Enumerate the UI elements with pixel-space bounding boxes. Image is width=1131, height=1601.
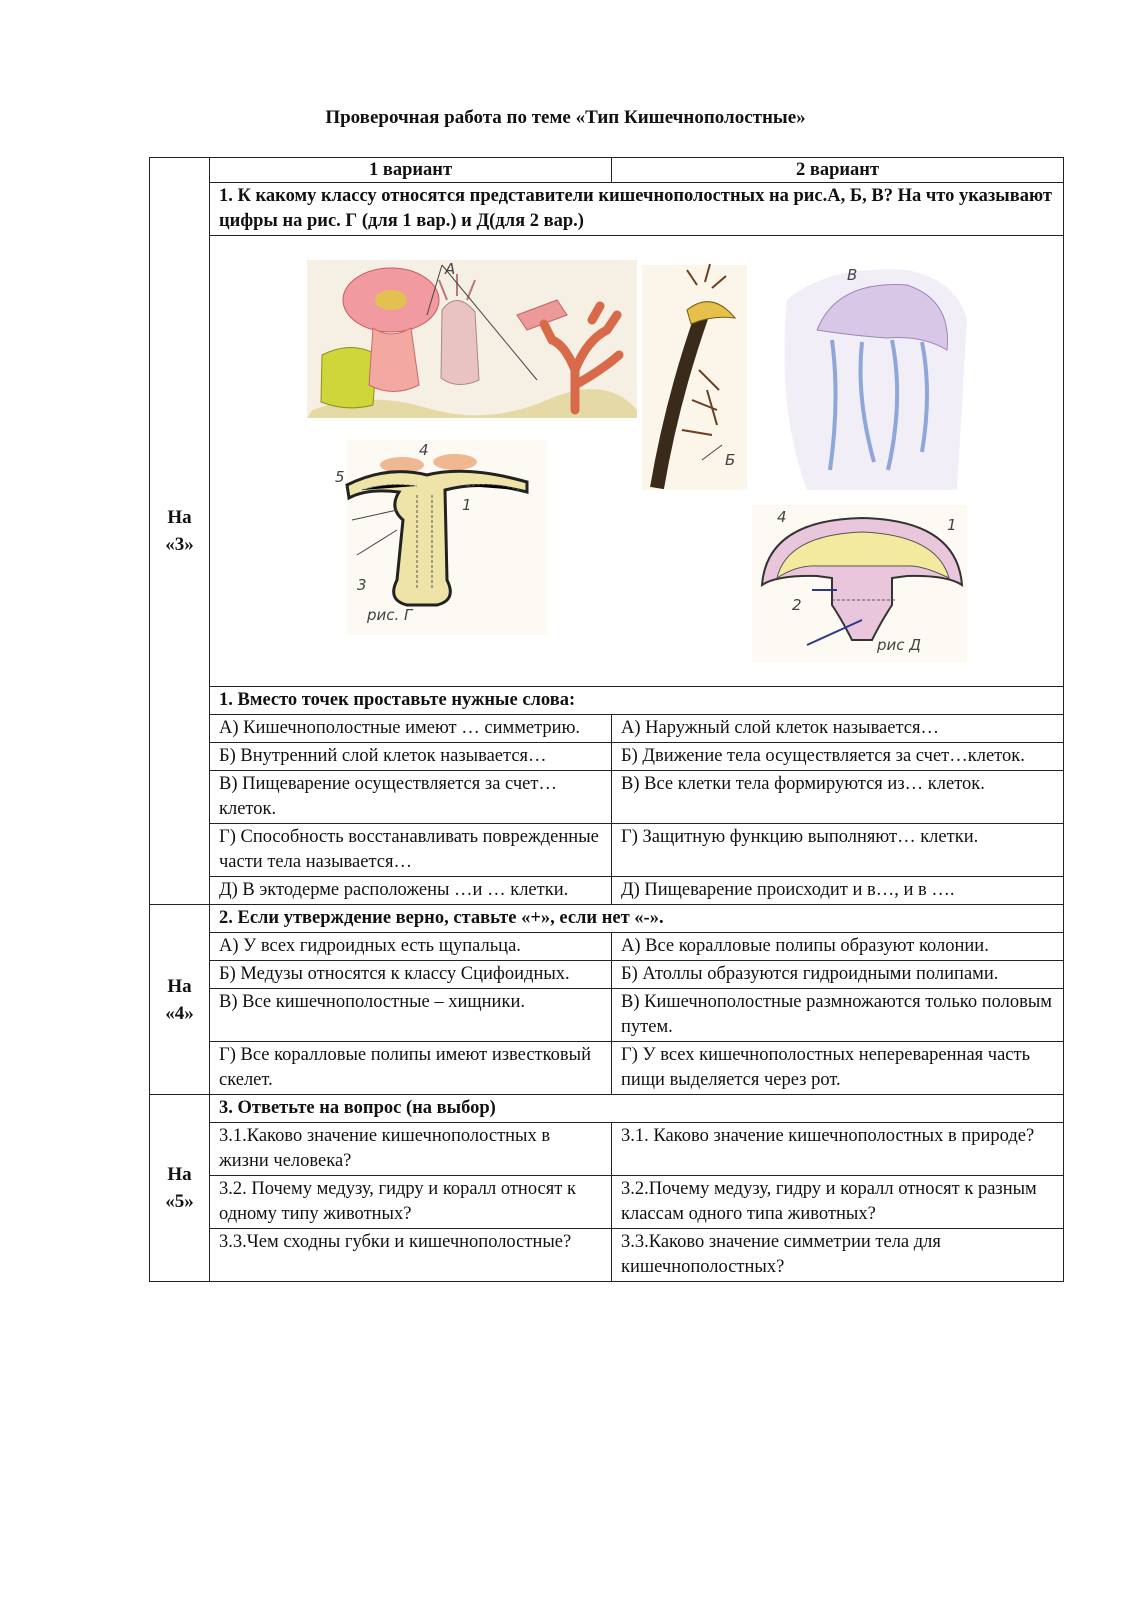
label-b: Б [724, 451, 735, 469]
fill-in-v2-v: В) Все клетки тела формируются из… клеток. [612, 771, 1064, 824]
figure-d-jellyfish-section [752, 505, 967, 662]
figure-b-hydroid [642, 264, 747, 490]
label-d-4: 4 [776, 508, 787, 526]
task-1-images-header: 1. К какому классу относятся представители кишечнополостных на рис.А, Б, В? На что указывают цифры на рис. Г (для 1 вар.) и Д(для 2 вар.) [210, 183, 1064, 236]
fill-in-v2-d: Д) Пищеварение происходит и в…, и в …. [612, 877, 1064, 905]
grade-4-mark: «4» [165, 1002, 194, 1024]
tf-v2-a: А) Все коралловые полипы образуют колонии. [612, 933, 1064, 961]
label-a: А [444, 260, 455, 278]
tf-v1-b: Б) Медузы относятся к классу Сцифоидных. [210, 961, 612, 989]
label-g-4: 4 [418, 441, 429, 459]
questions-header: 3. Ответьте на вопрос (на выбор) [210, 1095, 1064, 1123]
label-g-1: 1 [461, 496, 472, 514]
figure-v-jellyfish [784, 266, 967, 490]
fill-in-header: 1. Вместо точек проставьте нужные слова: [210, 687, 1064, 715]
tf-v1-g: Г) Все коралловые полипы имеют известковый скелет. [210, 1042, 612, 1095]
question-v1-1: 3.1.Каково значение кишечнополостных в жизни человека? [210, 1123, 612, 1176]
grade-3-word: На [167, 507, 192, 528]
variant-2-header: 2 вариант [612, 158, 1064, 183]
illustration-cell [210, 236, 1064, 687]
question-v2-1: 3.1. Каково значение кишечнополостных в природе? [612, 1123, 1064, 1176]
figure-g-polyp-section [335, 440, 547, 635]
tf-v2-g: Г) У всех кишечнополостных непереваренная часть пищи выделяется через рот. [612, 1042, 1064, 1095]
grade-5-mark: «5» [165, 1191, 194, 1212]
label-g-caption: рис. Г [366, 606, 412, 624]
question-row [150, 1176, 1064, 1229]
variant-1-header: 1 вариант [210, 158, 612, 183]
grade-4-cell [150, 905, 210, 1095]
fill-in-v1-a: А) Кишечнополостные имеют … симметрию. [210, 715, 612, 743]
grade-4-word: На [167, 975, 192, 997]
tf-v2-v: В) Кишечнополостные размножаются только половым путем. [612, 989, 1064, 1042]
true-false-row [150, 1042, 1064, 1095]
fill-in-v2-b: Б) Движение тела осуществляется за счет…клеток. [612, 743, 1064, 771]
true-false-header: 2. Если утверждение верно, ставьте «+», если нет «-». [210, 905, 1064, 933]
variant-header-row [150, 158, 1064, 183]
label-g-3: 3 [356, 576, 367, 594]
question-v2-3: 3.3.Каково значение симметрии тела для кишечнополостных? [612, 1229, 1064, 1282]
fill-in-row [150, 743, 1064, 771]
question-v2-2: 3.2.Почему медузу, гидру и коралл относят к разным классам одного типа животных? [612, 1176, 1064, 1229]
fill-in-row [150, 771, 1064, 824]
true-false-row [150, 989, 1064, 1042]
fill-in-row [150, 824, 1064, 877]
coelenterates-illustration [307, 260, 967, 662]
figure-a-anemones-coral [307, 260, 637, 418]
grade-3-cell [150, 158, 210, 905]
label-d-caption: рис Д [876, 636, 921, 654]
label-v: В [846, 266, 857, 284]
question-v1-3: 3.3.Чем сходны губки и кишечнополостные? [210, 1229, 612, 1282]
grade-5-word: На [167, 1164, 192, 1185]
true-false-row [150, 961, 1064, 989]
worksheet-table [149, 157, 1064, 1282]
fill-in-row [150, 715, 1064, 743]
fill-in-v1-b: Б) Внутренний слой клеток называется… [210, 743, 612, 771]
label-d-2: 2 [791, 596, 802, 614]
fill-in-row [150, 877, 1064, 905]
tf-v2-b: Б) Атоллы образуются гидроидными полипами. [612, 961, 1064, 989]
question-v1-2: 3.2. Почему медузу, гидру и коралл относят к одному типу животных? [210, 1176, 612, 1229]
grade-3-mark: «3» [165, 534, 194, 555]
grade-5-cell [150, 1095, 210, 1282]
page-title: Проверочная работа по теме «Тип Кишечнополостные» [325, 107, 806, 128]
tf-v1-a: А) У всех гидроидных есть щупальца. [210, 933, 612, 961]
label-g-5: 5 [334, 468, 345, 486]
fill-in-v1-d: Д) В эктодерме расположены …и … клетки. [210, 877, 612, 905]
fill-in-v2-a: А) Наружный слой клеток называется… [612, 715, 1064, 743]
true-false-row [150, 933, 1064, 961]
question-row [150, 1229, 1064, 1282]
question-row [150, 1123, 1064, 1176]
fill-in-v2-g: Г) Защитную функцию выполняют… клетки. [612, 824, 1064, 877]
fill-in-v1-v: В) Пищеварение осуществляется за счет…клеток. [210, 771, 612, 824]
tf-v1-v: В) Все кишечнополостные – хищники. [210, 989, 612, 1042]
fill-in-v1-g: Г) Способность восстанавливать поврежденные части тела называется… [210, 824, 612, 877]
label-d-1: 1 [946, 516, 957, 534]
